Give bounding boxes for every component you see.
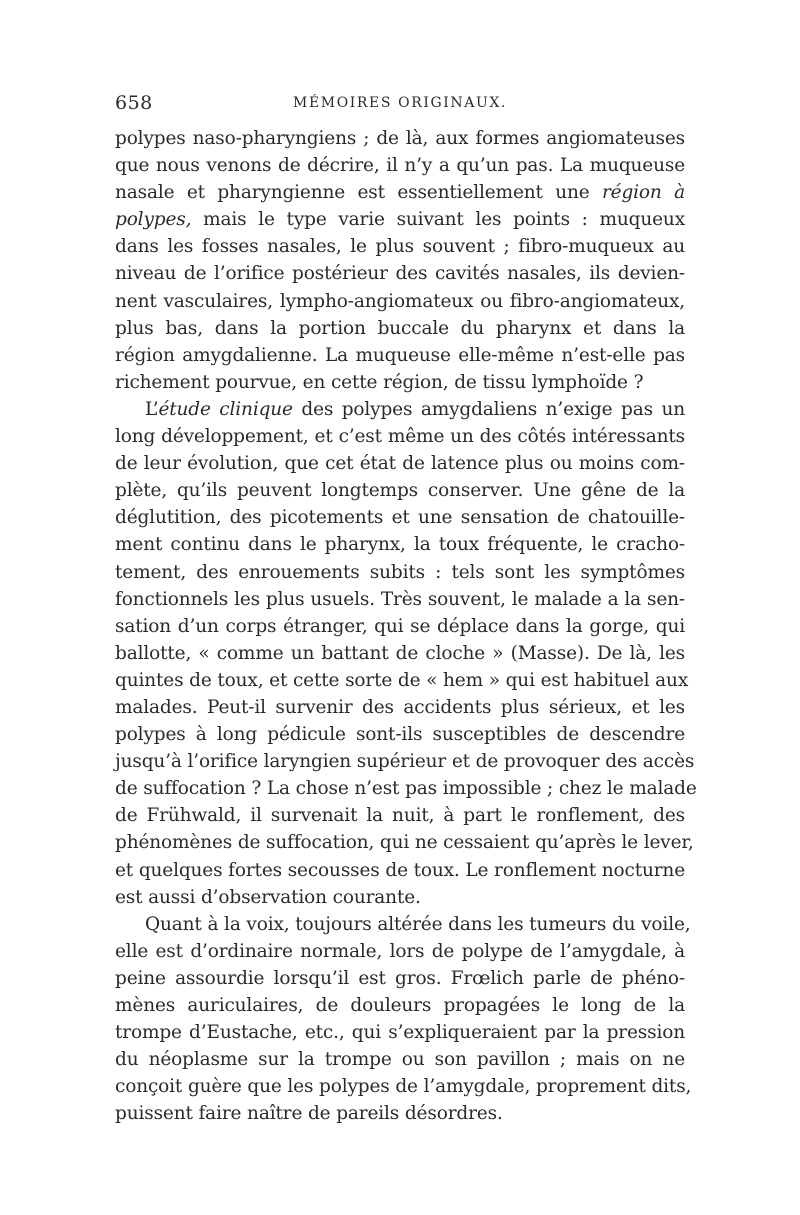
text-line: richement pourvue, en cette région, de tissu lymphoïde ? [115, 371, 644, 393]
text-line: de Frühwald, il survenait la nuit, à part le ronflement, des [115, 805, 685, 827]
text-line: malades. Peut-il survenir des accidents plus sérieux, et les [115, 696, 685, 718]
body-text [115, 125, 697, 1127]
text-line: quintes de toux, et cette sorte de « hem » qui est habituel aux [115, 669, 689, 691]
text-line: de leur évolution, que cet état de latence plus ou moins com- [115, 453, 685, 475]
text-line: plète, qu’ils peuvent longtemps conserver. Une gêne de la [115, 480, 685, 502]
italic-text: étude clinique [158, 398, 293, 420]
text-line: jusqu’à l’orifice laryngien supérieur et de provoquer des accès [115, 751, 695, 773]
text-line [115, 179, 685, 206]
text-line: long développement, et c’est même un des côtés intéressants [115, 426, 685, 448]
text-line: région amygdalienne. La muqueuse elle-même n’est-elle pas [115, 344, 685, 366]
text-line: est aussi d’observation courante. [115, 886, 421, 908]
text-line [115, 396, 685, 423]
text-line: nent vasculaires, lympho-angiomateux ou fibro-angiomateux, [115, 290, 685, 312]
text-line: déglutition, des picotements et une sensation de chatouille- [115, 507, 685, 529]
text-line [115, 206, 685, 233]
text-line: peine assourdie lorsqu’il est gros. Frœlich parle de phéno- [115, 967, 685, 989]
text-run: mais le type varie suivant les points : muqueux [191, 209, 685, 231]
text-line: que nous venons de décrire, il n’y a qu’un pas. La muqueuse [115, 155, 685, 177]
text-line: elle est d’ordinaire normale, lors de polype de l’amygdale, à [115, 940, 685, 962]
text-line: Quant à la voix, toujours altérée dans les tumeurs du voile, [145, 913, 691, 935]
text-line: tement, des enrouements subits : tels sont les symptômes [115, 561, 685, 583]
page-number: 658 [115, 92, 153, 114]
text-line: sation d’un corps étranger, qui se déplace dans la gorge, qui [115, 615, 685, 637]
text-line: conçoit guère que les polypes de l’amygdale, proprement dits, [115, 1076, 692, 1098]
page-header [115, 92, 685, 122]
running-head: MÉMOIRES ORIGINAUX. [293, 95, 507, 111]
text-line: polypes à long pédicule sont-ils susceptibles de descendre [115, 724, 685, 746]
text-line: de suffocation ? La chose n’est pas impossible ; chez le malade [115, 778, 697, 800]
text-line: phénomènes de suffocation, qui ne cessaient qu’après le lever, [115, 832, 694, 854]
text-run: L’ [145, 398, 159, 420]
text-line: mènes auriculaires, de douleurs propagées le long de la [115, 995, 685, 1016]
text-line: plus bas, dans la portion buccale du pharynx et dans la [115, 317, 685, 339]
text-run: des polypes amygdaliens n’exige pas un [292, 398, 685, 420]
text-line: du néoplasme sur la trompe ou son pavillon ; mais on ne [115, 1049, 685, 1071]
italic-text: région à [601, 182, 685, 204]
text-line: niveau de l’orifice postérieur des cavités nasales, ils devien- [115, 263, 685, 285]
text-line: ballotte, « comme un battant de cloche » (Masse). De là, les [115, 642, 685, 664]
text-line: puissent faire naître de pareils désordres. [115, 1103, 503, 1125]
text-run: nasale et pharyngienne est essentiellement une [115, 182, 602, 204]
text-line: dans les fosses nasales, le plus souvent ; fibro-muqueux au [115, 236, 685, 258]
text-line: et quelques fortes secousses de toux. Le ronflement nocturne [115, 859, 685, 881]
text-line: ment continu dans le pharynx, la toux fréquente, le cracho- [115, 534, 685, 556]
italic-text: polypes, [115, 209, 192, 231]
text-line: polypes naso-pharyngiens ; de là, aux formes angiomateuses [115, 128, 685, 149]
text-line: trompe d’Eustache, etc., qui s’expliqueraient par la pression [115, 1022, 685, 1044]
text-line: fonctionnels les plus usuels. Très souvent, le malade a la sen- [115, 588, 685, 610]
